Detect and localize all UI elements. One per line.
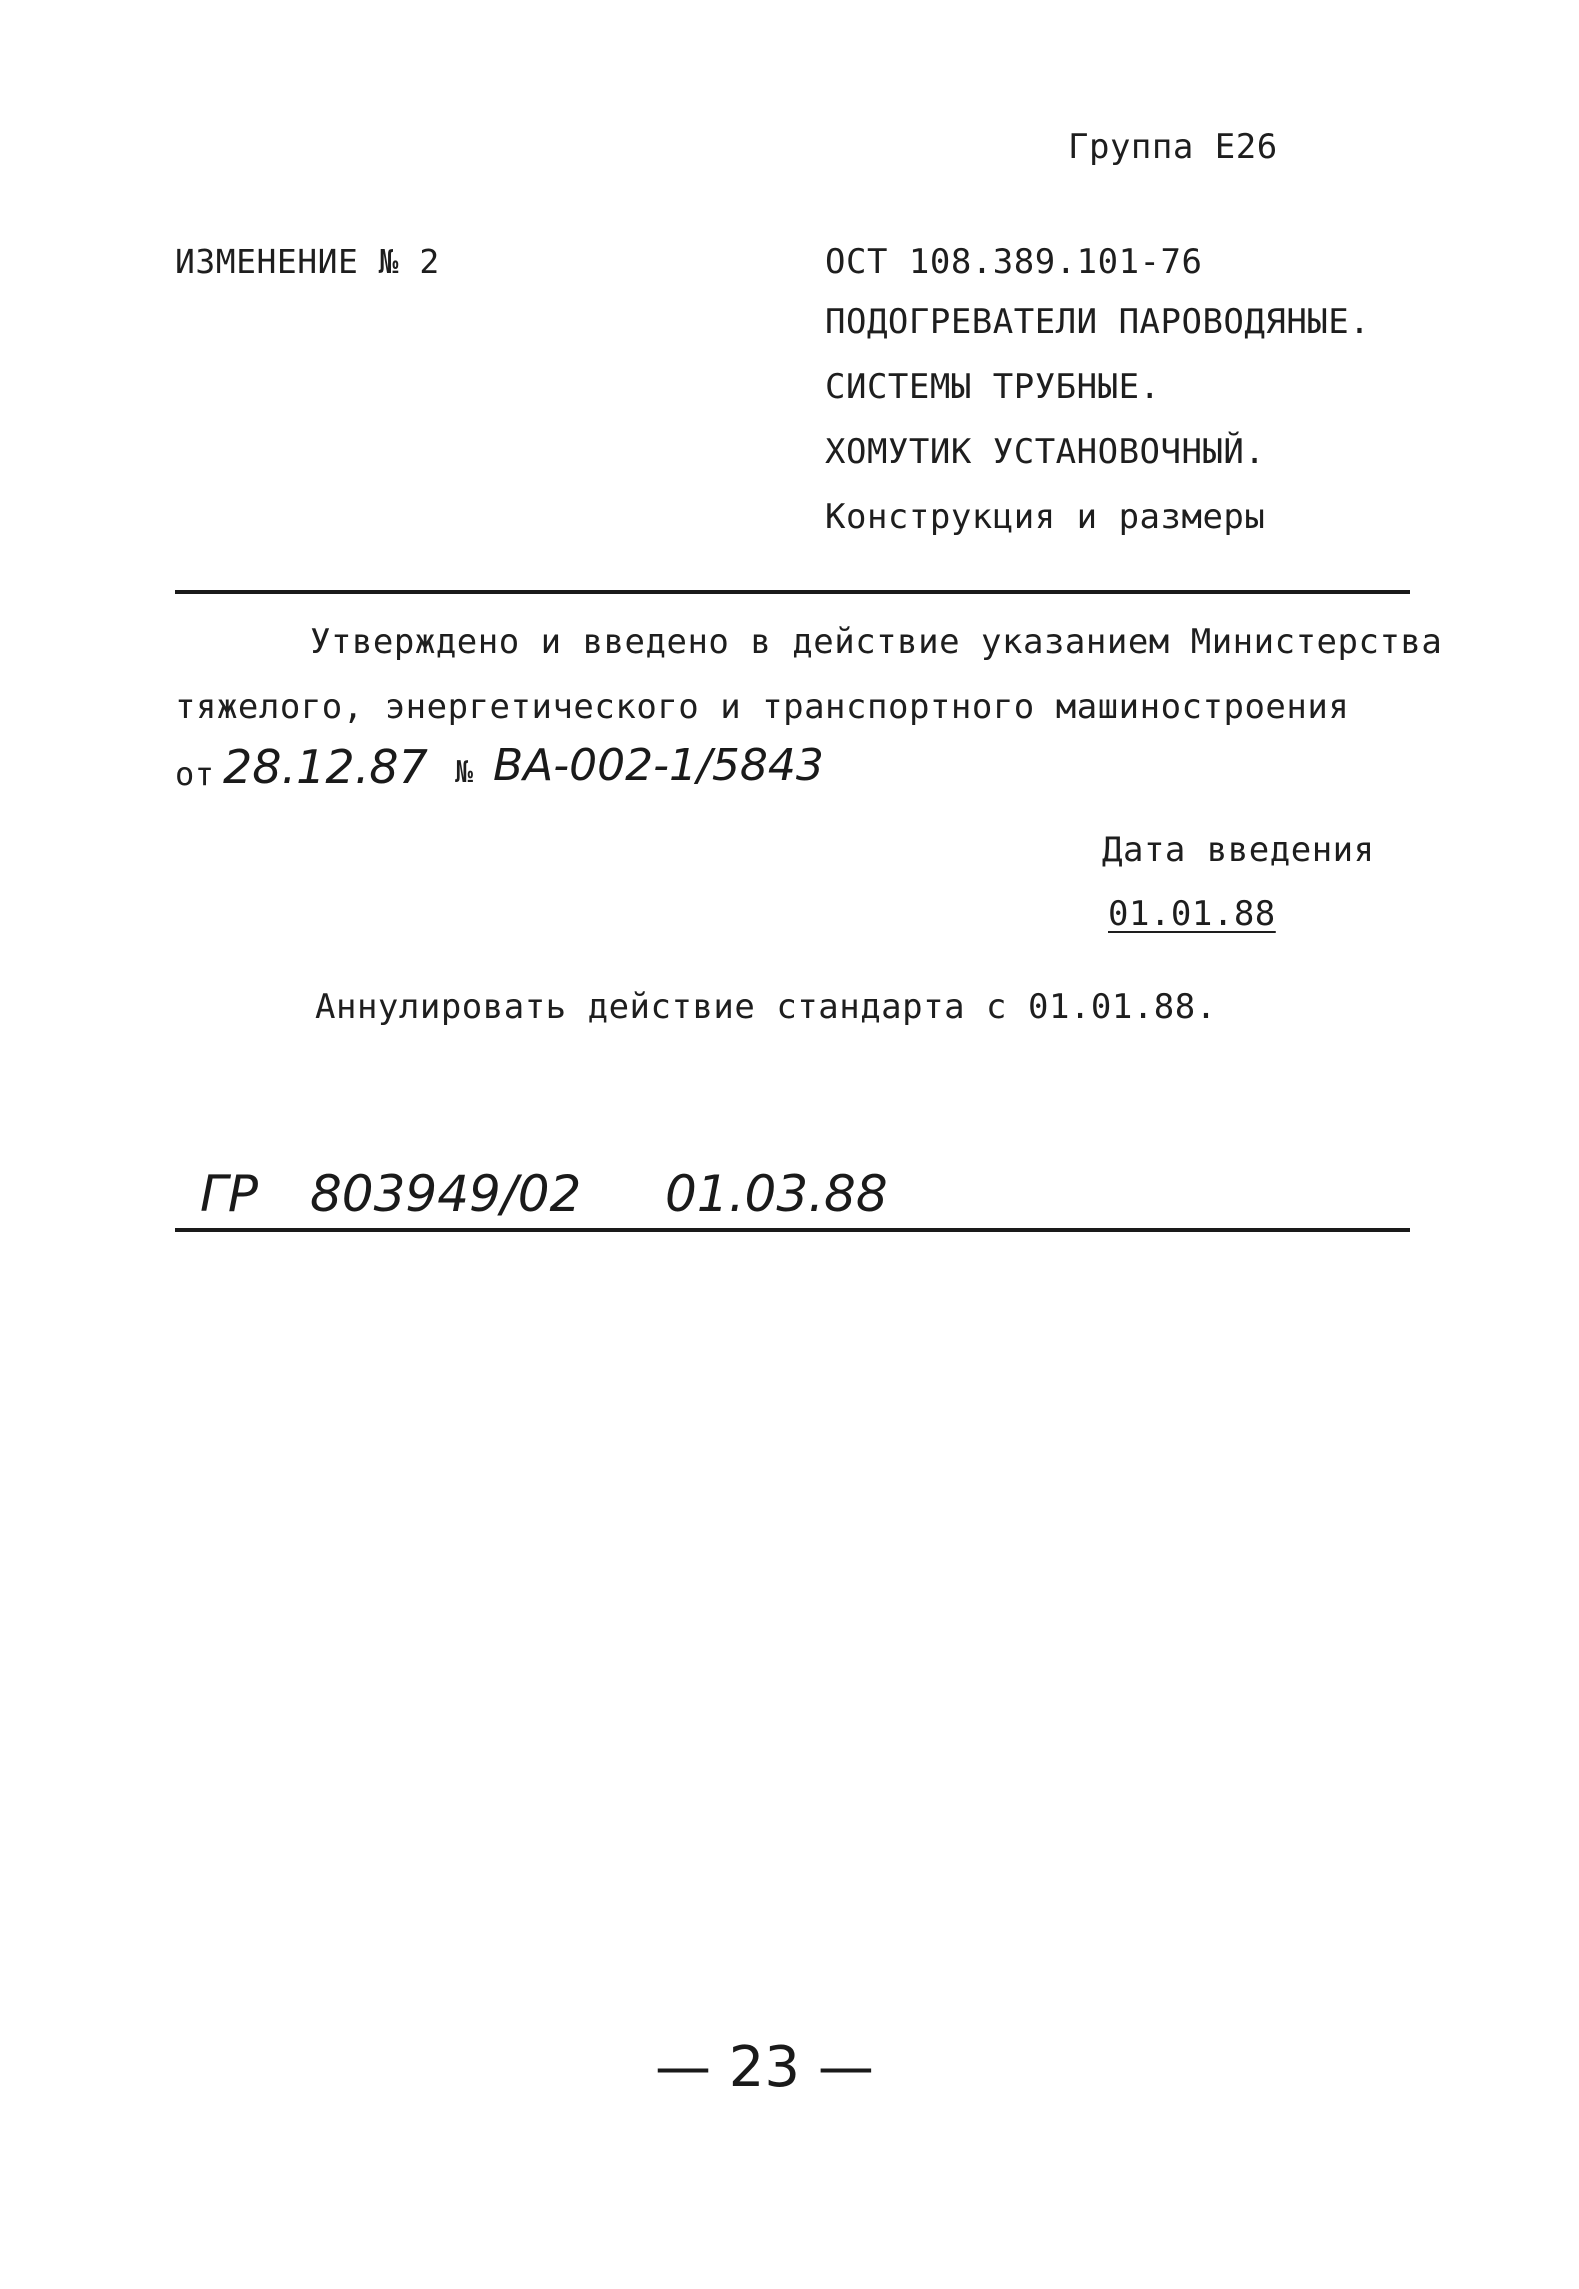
annulment-text: Аннулировать действие стандарта с 01.01.88. <box>315 987 1217 1027</box>
standard-title-line-4: Конструкция и размеры <box>825 497 1266 537</box>
registration-number: 803949/02 <box>310 1165 582 1223</box>
registration-row <box>175 1165 1410 1235</box>
approval-date-row <box>175 738 1075 798</box>
approval-date-handwritten: 28.12.87 <box>223 740 428 794</box>
registration-divider <box>175 1228 1410 1232</box>
approval-number-handwritten: ВА-002-1/5843 <box>493 740 824 791</box>
intro-date-label: Дата введения <box>1102 830 1375 870</box>
registration-prefix: ГР <box>200 1165 259 1223</box>
change-number: ИЗМЕНЕНИЕ № 2 <box>175 242 440 281</box>
standard-number: ОСТ 108.389.101-76 <box>825 242 1203 282</box>
number-sign: № <box>455 755 474 790</box>
from-label: от <box>175 755 215 793</box>
header-divider <box>175 590 1410 594</box>
standard-title-line-1: ПОДОГРЕВАТЕЛИ ПАРОВОДЯНЫЕ. <box>825 302 1371 342</box>
intro-date-value: 01.01.88 <box>1108 894 1276 934</box>
page-number: — 23 — <box>655 2035 874 2100</box>
standard-title-line-3: ХОМУТИК УСТАНОВОЧНЫЙ. <box>825 432 1266 472</box>
approval-line-1: Утверждено и введено в действие указанием Министерства <box>310 622 1443 662</box>
registration-date: 01.03.88 <box>665 1165 888 1223</box>
group-label: Группа Е26 <box>1068 127 1278 167</box>
approval-line-2: тяжелого, энергетического и транспортного машиностроения <box>175 687 1350 727</box>
standard-title-line-2: СИСТЕМЫ ТРУБНЫЕ. <box>825 367 1161 407</box>
